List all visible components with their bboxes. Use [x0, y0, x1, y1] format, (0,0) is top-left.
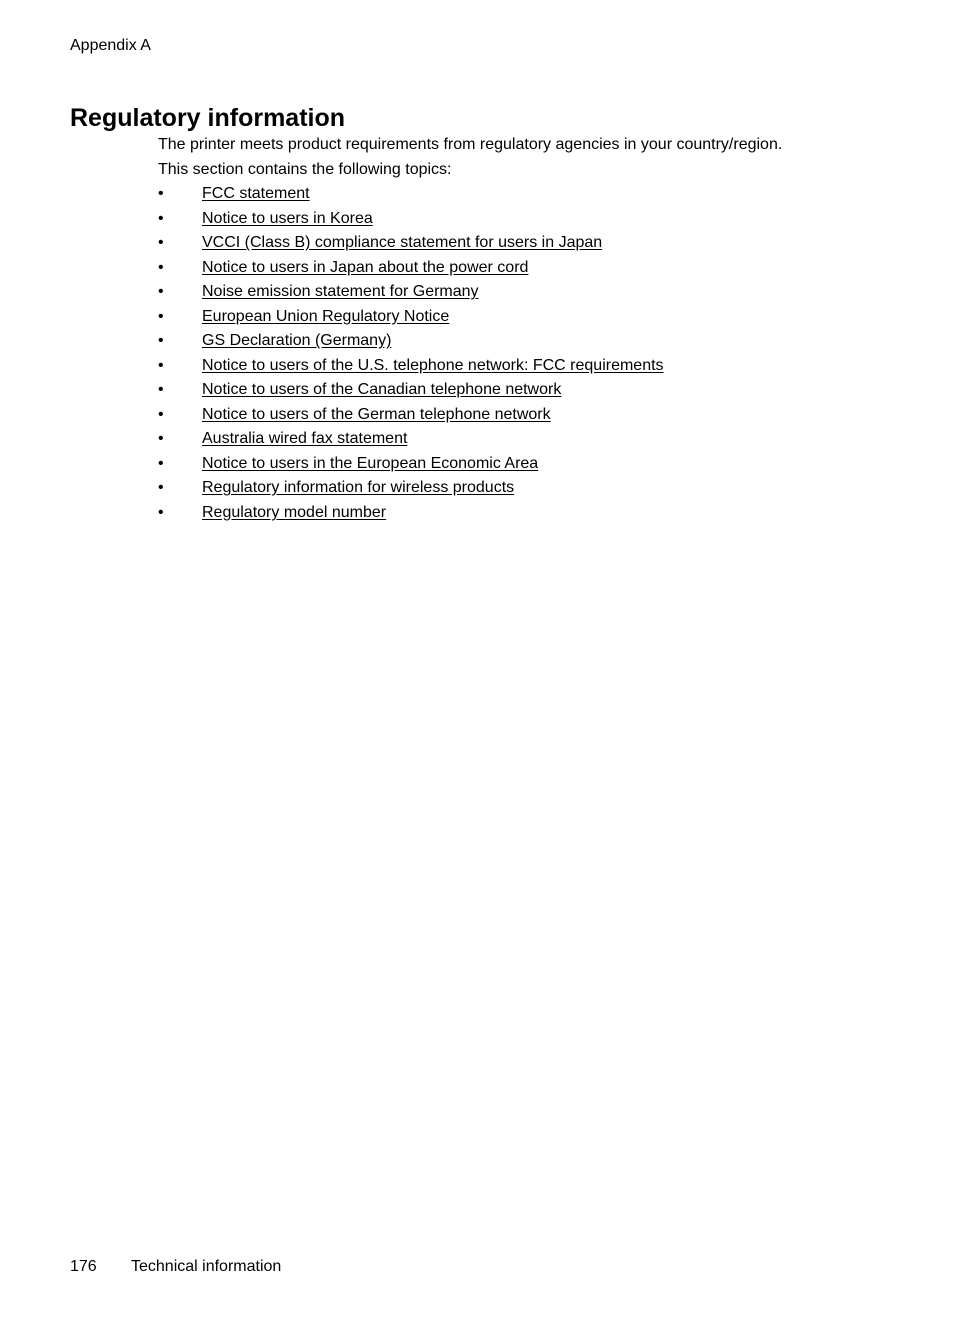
page-footer	[70, 1257, 281, 1277]
topic-link-australia-fax[interactable]: Australia wired fax statement	[202, 430, 408, 447]
bullet-icon: •	[158, 381, 164, 398]
topic-link-japan-power-cord[interactable]: Notice to users in Japan about the power cord	[202, 258, 529, 276]
page-number: 176	[70, 1258, 97, 1275]
list-item	[158, 282, 898, 307]
topics-intro: This section contains the following topics:	[158, 160, 452, 178]
list-item	[158, 233, 898, 258]
list-item	[158, 380, 898, 405]
topic-link-eu-regulatory[interactable]: European Union Regulatory Notice	[202, 307, 450, 325]
topic-link-model-number[interactable]: Regulatory model number	[202, 503, 387, 521]
list-item	[158, 331, 898, 356]
topic-link-eea[interactable]: Notice to users in the European Economic Area	[202, 454, 539, 472]
topic-link-korea[interactable]: Notice to users in Korea	[202, 209, 373, 227]
list-item	[158, 503, 898, 528]
section-body	[158, 135, 898, 527]
bullet-icon: •	[158, 479, 164, 496]
bullet-icon: •	[158, 185, 164, 202]
topic-link-german-telephone[interactable]: Notice to users of the German telephone network	[202, 405, 551, 423]
list-item	[158, 184, 898, 209]
intro-paragraph: The printer meets product requirements from regulatory agencies in your country/region.	[158, 136, 783, 153]
list-item	[158, 405, 898, 430]
topic-link-vcci-japan[interactable]: VCCI (Class B) compliance statement for users in Japan	[202, 234, 603, 251]
topic-link-noise-germany[interactable]: Noise emission statement for Germany	[202, 283, 479, 300]
list-item	[158, 478, 898, 503]
bullet-icon: •	[158, 454, 164, 472]
bullet-icon: •	[158, 332, 164, 349]
list-item	[158, 356, 898, 381]
running-header: Appendix A	[70, 37, 151, 54]
topic-list	[158, 184, 898, 527]
list-item	[158, 454, 898, 479]
topic-link-gs-declaration[interactable]: GS Declaration (Germany)	[202, 332, 392, 349]
list-item	[158, 209, 898, 234]
bullet-icon: •	[158, 283, 164, 300]
bullet-icon: •	[158, 234, 164, 251]
bullet-icon: •	[158, 405, 164, 423]
list-item	[158, 307, 898, 332]
bullet-icon: •	[158, 356, 164, 374]
list-item	[158, 258, 898, 283]
footer-chapter-title: Technical information	[131, 1258, 282, 1275]
list-item	[158, 429, 898, 454]
bullet-icon: •	[158, 503, 164, 521]
topic-link-canadian-telephone[interactable]: Notice to users of the Canadian telephone network	[202, 381, 562, 398]
bullet-icon: •	[158, 209, 164, 227]
bullet-icon: •	[158, 258, 164, 276]
topic-link-us-telephone[interactable]: Notice to users of the U.S. telephone network: FCC requirements	[202, 356, 664, 374]
topic-link-wireless[interactable]: Regulatory information for wireless products	[202, 479, 515, 496]
bullet-icon: •	[158, 430, 164, 447]
topic-link-fcc-statement[interactable]: FCC statement	[202, 185, 310, 202]
section-title: Regulatory information	[70, 104, 346, 132]
bullet-icon: •	[158, 307, 164, 325]
